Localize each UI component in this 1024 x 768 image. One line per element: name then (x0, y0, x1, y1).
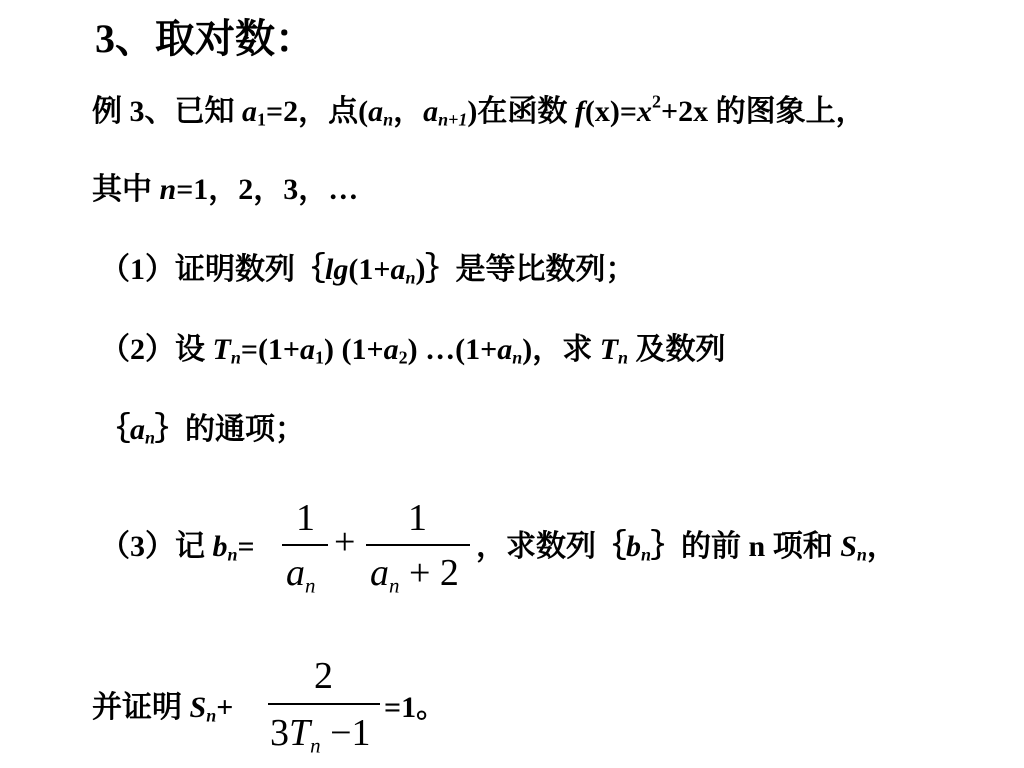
subscript: 2 (398, 347, 408, 368)
plus-sign: + (334, 521, 356, 563)
text: =(1+ (240, 333, 301, 366)
section-heading (95, 14, 315, 64)
text: =1。 (384, 691, 447, 724)
text: −1 (320, 712, 371, 754)
var-a: a (370, 552, 389, 594)
var-a: a (368, 95, 384, 128)
fraction-denominator (370, 552, 459, 598)
var-a: a (390, 253, 406, 286)
var-S: S (840, 530, 857, 563)
subscript: n (512, 347, 523, 368)
subscript: n (618, 347, 629, 368)
proof-result (384, 688, 446, 728)
superscript: 2 (651, 91, 661, 112)
fraction-numerator: 1 (296, 497, 315, 539)
text: （2）设 (100, 333, 213, 366)
text: )，求 (522, 333, 600, 366)
question-2 (100, 330, 726, 370)
text: = (237, 530, 255, 563)
text: =1，2，3，… (176, 173, 359, 206)
text: + (216, 691, 234, 724)
var-T: T (599, 333, 619, 366)
subscript: n (310, 733, 321, 758)
subscript: n (641, 544, 652, 565)
subscript: n (383, 109, 394, 130)
index-range (92, 170, 358, 210)
var-x: x (636, 95, 652, 128)
fraction-bar (268, 703, 380, 705)
example-prefix: 例 3、已知 (92, 95, 242, 128)
fraction-bar (282, 544, 328, 546)
text: ， (866, 530, 897, 563)
example-statement (92, 92, 866, 132)
var-T: T (289, 712, 311, 754)
var-a: a (383, 333, 399, 366)
text: =2，点( (266, 95, 369, 128)
text: 3 (270, 712, 289, 754)
var-a: a (423, 95, 439, 128)
fraction-2-over-3Tn-minus-1 (268, 656, 380, 760)
proof-statement (92, 688, 233, 728)
question-1 (100, 250, 635, 290)
text: ，求数列｛ (476, 530, 626, 563)
fraction-numerator: 1 (408, 497, 427, 539)
var-f: f (574, 95, 585, 128)
fraction-1-over-an (282, 498, 328, 598)
heading-number: 3 (95, 16, 115, 61)
subscript: n (305, 573, 316, 598)
text: （3）记 (100, 530, 213, 563)
var-a: a (242, 95, 257, 128)
lg-function: lg (325, 253, 349, 286)
text: ｛ (100, 413, 130, 446)
subscript: n+1 (438, 109, 468, 130)
subscript: 1 (257, 109, 266, 130)
subscript: n (206, 705, 217, 726)
subscript: n (227, 544, 238, 565)
text: 及数列 (628, 333, 726, 366)
subscript: n (230, 347, 241, 368)
var-a: a (300, 333, 316, 366)
heading-text: 取对数： (155, 16, 315, 61)
var-b: b (626, 530, 641, 563)
text: 并证明 (92, 691, 190, 724)
question-3-rest (476, 527, 897, 567)
var-a: a (286, 552, 305, 594)
fraction-bar (366, 544, 470, 546)
var-S: S (189, 691, 207, 724)
text: +2x (660, 95, 709, 128)
text: ｝的通项； (155, 413, 306, 446)
text: (x)= (584, 95, 637, 128)
text: )｝是等比数列； (415, 253, 636, 286)
text: )在函数 (467, 95, 575, 128)
fraction-1-over-an-plus-2 (366, 498, 470, 598)
fraction-numerator: 2 (314, 655, 333, 697)
text: + 2 (399, 552, 459, 594)
text: (1+ (348, 253, 391, 286)
var-n: n (159, 173, 177, 206)
var-T: T (212, 333, 231, 366)
heading-separator: 、 (115, 16, 155, 61)
var-b: b (212, 530, 228, 563)
text: 的图象上， (708, 95, 866, 128)
text: ， (393, 95, 424, 128)
fraction-denominator (270, 712, 371, 758)
question-2-continued (100, 410, 305, 450)
subscript: n (145, 427, 156, 448)
text: ) …(1+ (407, 333, 498, 366)
var-a: a (130, 413, 145, 446)
text: 其中 (92, 173, 160, 206)
text: ｝的前 n 项和 (651, 530, 841, 563)
text: ) (1+ (324, 333, 384, 366)
fraction-denominator (286, 552, 316, 598)
subscript: n (405, 267, 416, 288)
var-a: a (497, 333, 513, 366)
subscript: n (389, 573, 400, 598)
question-3-label (100, 527, 255, 567)
subscript: 1 (315, 347, 325, 368)
subscript: n (856, 544, 867, 565)
text: （1）证明数列｛ (100, 253, 325, 286)
